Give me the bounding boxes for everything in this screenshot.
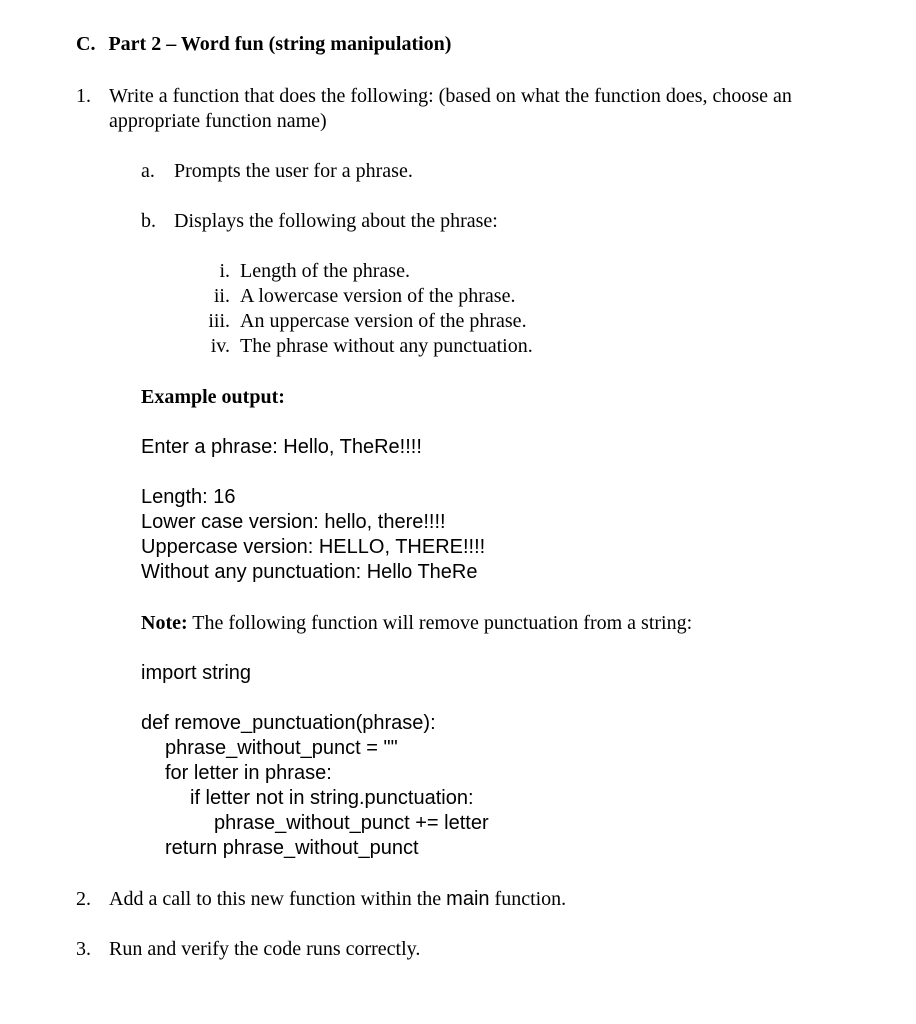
- roman-i-numeral: i.: [219, 260, 230, 282]
- roman-iv-numeral: iv.: [210, 335, 230, 357]
- example-output-line: Uppercase version: HELLO, THERE!!!!: [141, 536, 486, 558]
- section-title: Part 2 – Word fun (string manipulation): [108, 33, 452, 55]
- roman-ii-numeral: ii.: [213, 285, 230, 307]
- code-line: for letter in phrase:: [165, 762, 332, 784]
- sub-item-b-text: Displays the following about the phrase:: [174, 210, 498, 232]
- roman-iv-text: The phrase without any punctuation.: [240, 335, 533, 357]
- item-3-text: Run and verify the code runs correctly.: [109, 938, 421, 960]
- item-2-text: [109, 887, 566, 912]
- sub-item-a-letter: a.: [141, 160, 155, 182]
- example-output-line: Without any punctuation: Hello TheRe: [141, 561, 478, 583]
- item-2-code-word: main: [446, 888, 490, 910]
- note-label: Note:: [141, 612, 188, 634]
- item-2-number: 2.: [76, 888, 91, 910]
- example-prompt-line: Enter a phrase: Hello, TheRe!!!!: [141, 436, 422, 458]
- section-heading: [76, 32, 451, 57]
- example-heading: Example output:: [141, 386, 285, 408]
- code-line: phrase_without_punct = "": [165, 737, 398, 759]
- example-output-line: Lower case version: hello, there!!!!: [141, 511, 446, 533]
- item-2-text-before: Add a call to this new function within the: [109, 888, 442, 910]
- roman-iii-numeral: iii.: [208, 310, 230, 332]
- note: [141, 611, 692, 636]
- code-import-line: import string: [141, 662, 252, 684]
- item-2-text-after: function.: [494, 888, 567, 910]
- example-output-line: Length: 16: [141, 486, 236, 508]
- code-line: return phrase_without_punct: [165, 837, 419, 859]
- code-line: phrase_without_punct += letter: [214, 812, 489, 834]
- sub-item-a-text: Prompts the user for a phrase.: [174, 160, 413, 182]
- section-label: C.: [76, 33, 96, 55]
- code-line: if letter not in string.punctuation:: [190, 787, 474, 809]
- roman-ii-text: A lowercase version of the phrase.: [240, 285, 516, 307]
- item-1-text-line1: Write a function that does the following: (based on what the function does, choose an: [109, 85, 792, 107]
- roman-i-text: Length of the phrase.: [240, 260, 410, 282]
- note-text: The following function will remove punctuation from a string:: [192, 612, 693, 634]
- sub-item-b-letter: b.: [141, 210, 156, 232]
- roman-iii-text: An uppercase version of the phrase.: [240, 310, 527, 332]
- code-line: def remove_punctuation(phrase):: [141, 712, 436, 734]
- item-3-number: 3.: [76, 938, 91, 960]
- item-1-text-line2: appropriate function name): [109, 110, 327, 132]
- item-1-number: 1.: [76, 85, 91, 107]
